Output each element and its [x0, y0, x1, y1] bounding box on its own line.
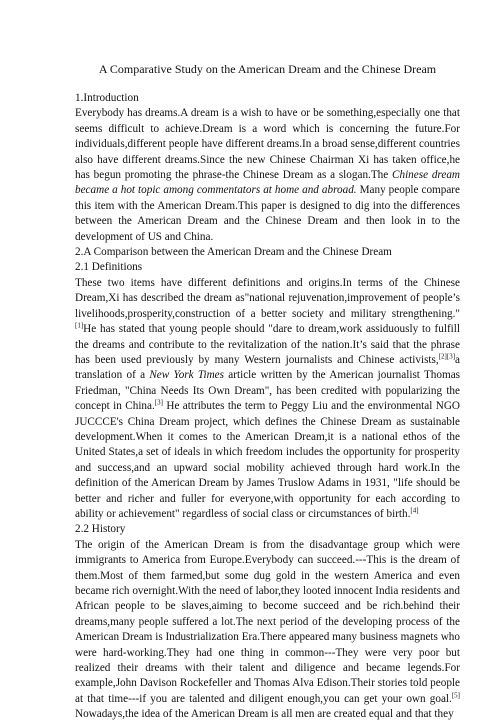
text-run: The origin of the American Dream is from the disadvantage group which were immigrants to America from Europe.Everybody can succeed.---This is the dream of them.Most of them farmed,but some dug gold in the western America and even became rich overnight.With the need of labor,they looted innocent India residents and African people to be slaves,aiming to become succeed and be rich.behind their dreams,many people suffered a lot.The next period of the developing process of the American Dream is Industrialization Era.There appeared many business magnets who were hard-working.They had one thing in common---They were very poor but realized their dreams with their talent and diligence and became legends.For example,John Davison Rockefeller and Thomas Alva Edison.Their stories told people at that time---if you are talented and diligent enough,you can get your own goal.	[75, 538, 460, 705]
citation: [2][3]	[438, 352, 456, 361]
italic-text-run: Chinese dream became a hot topic among commentators at home and abroad.	[75, 169, 460, 197]
section-heading-comparison: 2.A Comparison between the American Dream and the Chinese Dream	[75, 246, 392, 259]
text-run: Nowadays,the idea of the American Dream is all men are created equal and that they	[75, 708, 454, 721]
citation: [5]	[451, 691, 460, 700]
text-run: article written by the American journalist Thomas Friedman, "China Needs Its Own Dream", has been credited with popularizing the concept in China.	[75, 369, 461, 413]
paragraph-introduction	[75, 106, 460, 245]
text-run: He attributes the term to Peggy Liu and the environmental NGO JUCCCE's China Dream project, which defines the Chinese Dream as sustainable development.When it comes to the American Dream,it is a national ethos of the United States,a set of ideals in which freedom includes the opportunity for prosperity and success,and an upward social mobility achieved through hard work.In the definition of the American Dream by James Truslow Adams in 1931, "life should be better and richer and fuller for everyone,with opportunity for each according to ability or achievement" regardless of social class or circumstances of birth.	[75, 400, 460, 520]
citation: [1]	[75, 321, 84, 330]
text-run: He has stated that young people should "dare to dream,work assiduously to fulfill the dreams and contribute to the revitalization of the nation.It’s said that the phrase has been used previously by many Western journalists and Chinese activists,	[75, 323, 460, 366]
section-heading-introduction: 1.Introduction	[75, 92, 139, 104]
text-run: a translation of a	[75, 353, 460, 382]
document-title: A Comparative Study on the American Dream and the Chinese Dream	[98, 62, 437, 76]
italic-text-run: New York Times	[149, 369, 225, 382]
subsection-heading-history: 2.2 History	[75, 523, 126, 536]
paragraph-definitions	[75, 276, 460, 523]
text-run: These two items have different definitions and origins.In terms of the Chinese Dream,Xi has described the dream as"national rejuvenation,improvement of people’s livelihoods,prosperity,construction of a better society and military strengthening."	[75, 276, 460, 320]
text-run: Many people compare this item with the American Dream.This paper is designed to dig into the differences between the American Dream and the Chinese Dream and then look in to the development of US and China.	[75, 184, 460, 243]
text-run: Everybody has dreams.A dream is a wish to have or be something,especially one that seems difficult to achieve.Dream is a word which is concerning the future.For individuals,different people have different dreams.In a broad sense,different countries also have different dreams.Since the new Chinese Chairman Xi has taken office,he has begun promoting the phrase-the Chinese Dream as a slogan.The	[75, 107, 460, 182]
paragraph-history	[75, 538, 460, 723]
citation: [3]	[154, 398, 163, 407]
citation: [4]	[410, 506, 419, 515]
subsection-heading-definitions: 2.1 Definitions	[75, 261, 143, 274]
